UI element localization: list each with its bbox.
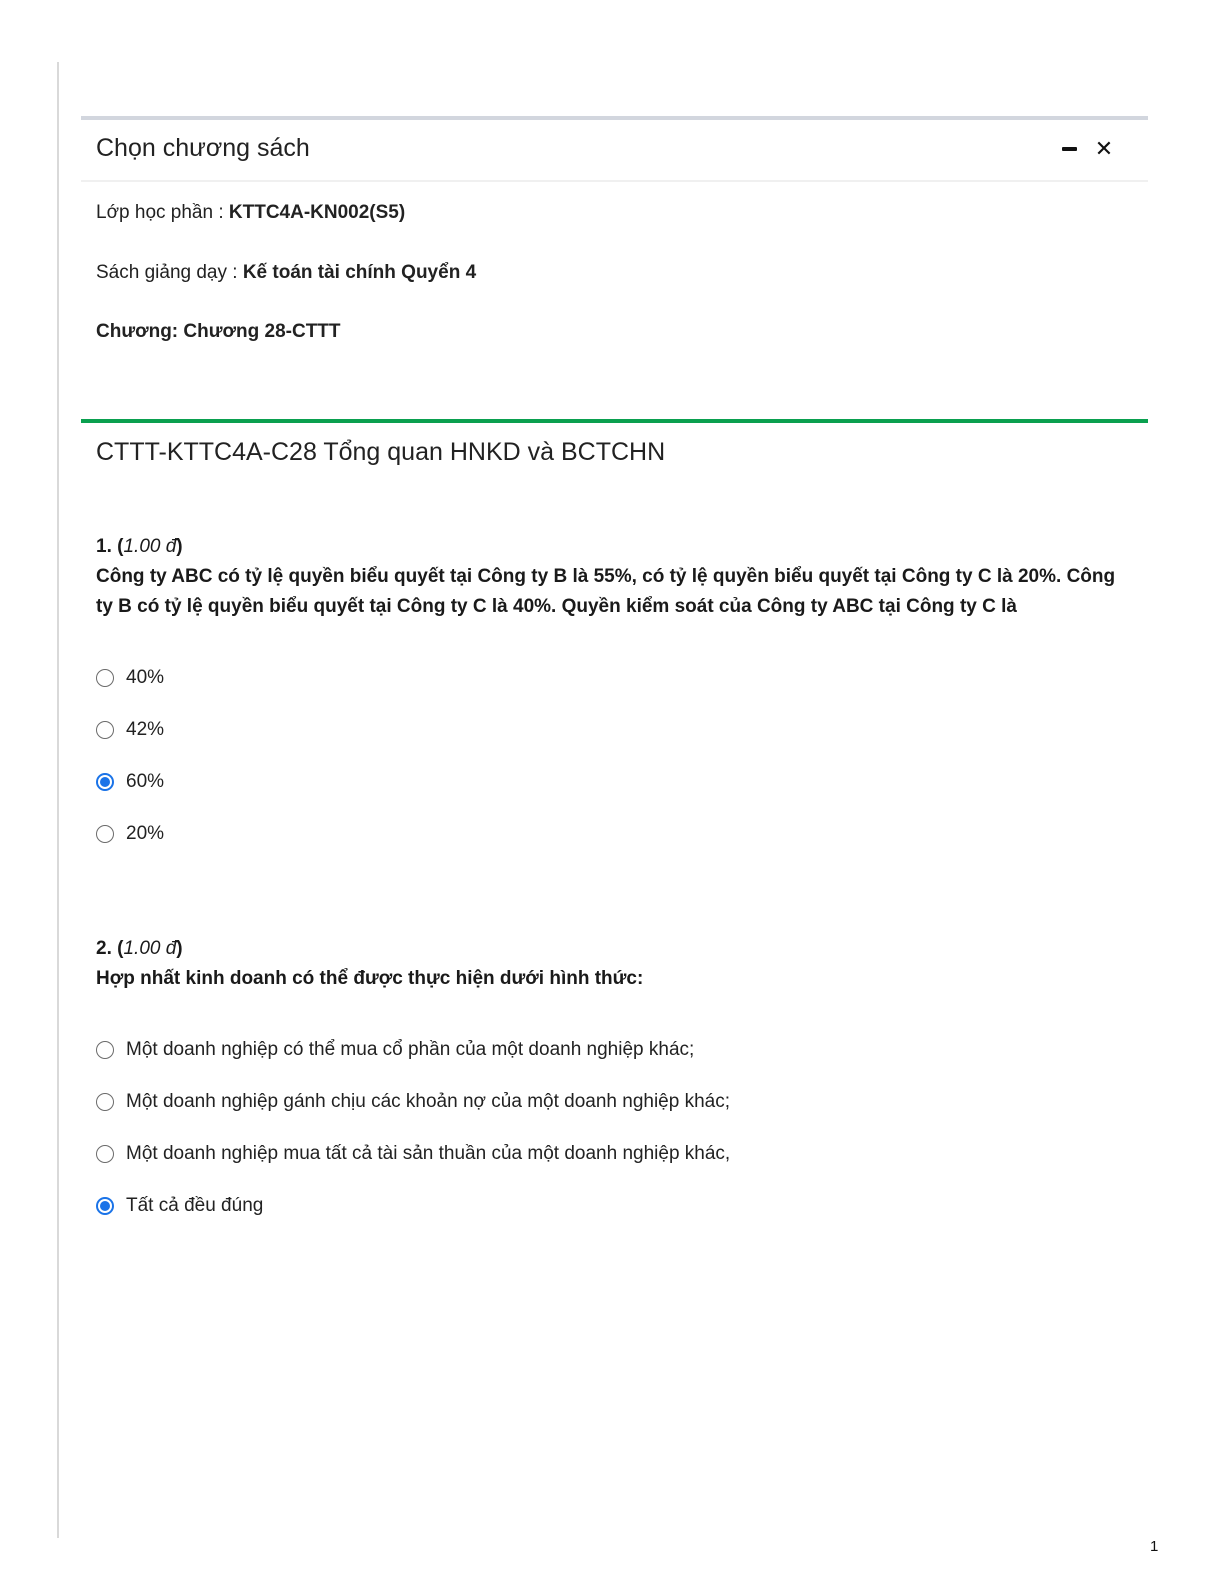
- book-value: Kế toán tài chính Quyển 4: [242, 262, 477, 283]
- answer-option[interactable]: [96, 1142, 1126, 1194]
- answer-option[interactable]: [96, 666, 1126, 718]
- radio-button[interactable]: [96, 825, 114, 843]
- answer-label: 20%: [126, 823, 165, 844]
- answer-option[interactable]: [96, 1038, 1126, 1090]
- answer-option-selected[interactable]: [96, 1194, 1126, 1246]
- quiz-box: [81, 419, 1148, 1283]
- question-header: 1. (1.00 đ): [96, 536, 183, 557]
- question-text: Công ty ABC có tỷ lệ quyền biểu quyết tại Công ty B là 55%, có tỷ lệ quyền biểu quyết tại Công ty C là 20%. Công ty B có tỷ lệ quyền biểu quyết tại Công ty C là 40%. Quyền kiểm soát của Công ty ABC tại Công ty C là: [96, 566, 1116, 617]
- minimize-button[interactable]: [1058, 138, 1080, 160]
- question-points: 1.00 đ: [123, 938, 177, 959]
- radio-button[interactable]: [96, 1041, 114, 1059]
- answer-label: 40%: [126, 667, 165, 688]
- question-points: 1.00 đ: [123, 536, 177, 557]
- chapter-label: Chương:: [96, 321, 184, 342]
- answer-option[interactable]: [96, 822, 1126, 874]
- page-number: 1: [1150, 1538, 1159, 1555]
- answer-label: 42%: [126, 719, 165, 740]
- question-number: 2.: [96, 938, 112, 959]
- quiz-title: CTTT-KTTC4A-C28 Tổng quan HNKD và BCTCHN: [96, 438, 666, 466]
- answer-label: Một doanh nghiệp có thể mua cổ phần của một doanh nghiệp khác;: [126, 1039, 695, 1060]
- answer-label: Một doanh nghiệp mua tất cả tài sản thuần của một doanh nghiệp khác,: [126, 1143, 731, 1164]
- question-header: 2. (1.00 đ): [96, 938, 183, 959]
- question-2: [96, 934, 1126, 1246]
- chapter-value: Chương 28-CTTT: [183, 321, 341, 342]
- answer-options: [96, 666, 1126, 874]
- question-text: Hợp nhất kinh doanh có thể được thực hiện dưới hình thức:: [96, 968, 644, 989]
- radio-button-checked[interactable]: [96, 773, 114, 791]
- answer-label: 60%: [126, 771, 165, 792]
- chapter-box-header: [81, 120, 1148, 182]
- answer-option[interactable]: [96, 718, 1126, 770]
- answer-options: [96, 1038, 1126, 1246]
- question-1: [96, 532, 1126, 874]
- class-info-row: [96, 202, 405, 224]
- class-label: Lớp học phần :: [96, 202, 229, 223]
- book-label: Sách giảng dạy :: [96, 262, 243, 283]
- radio-button[interactable]: [96, 669, 114, 687]
- radio-button-checked[interactable]: [96, 1197, 114, 1215]
- radio-button[interactable]: [96, 721, 114, 739]
- close-icon: ✕: [1094, 136, 1114, 161]
- left-margin-rule: [57, 62, 59, 1538]
- class-value: KTTC4A-KN002(S5): [228, 202, 406, 223]
- book-info-row: [96, 262, 476, 284]
- close-button[interactable]: [1093, 138, 1115, 160]
- question-number: 1.: [96, 536, 112, 557]
- chapter-info-row: [96, 321, 341, 343]
- answer-option-selected[interactable]: [96, 770, 1126, 822]
- answer-option[interactable]: [96, 1090, 1126, 1142]
- chapter-select-box: [81, 116, 1148, 390]
- answer-label: Tất cả đều đúng: [126, 1195, 264, 1216]
- answer-label: Một doanh nghiệp gánh chịu các khoản nợ của một doanh nghiệp khác;: [126, 1091, 731, 1112]
- radio-button[interactable]: [96, 1093, 114, 1111]
- chapter-box-title: Chọn chương sách: [96, 134, 310, 162]
- minus-icon: [1062, 147, 1077, 151]
- radio-button[interactable]: [96, 1145, 114, 1163]
